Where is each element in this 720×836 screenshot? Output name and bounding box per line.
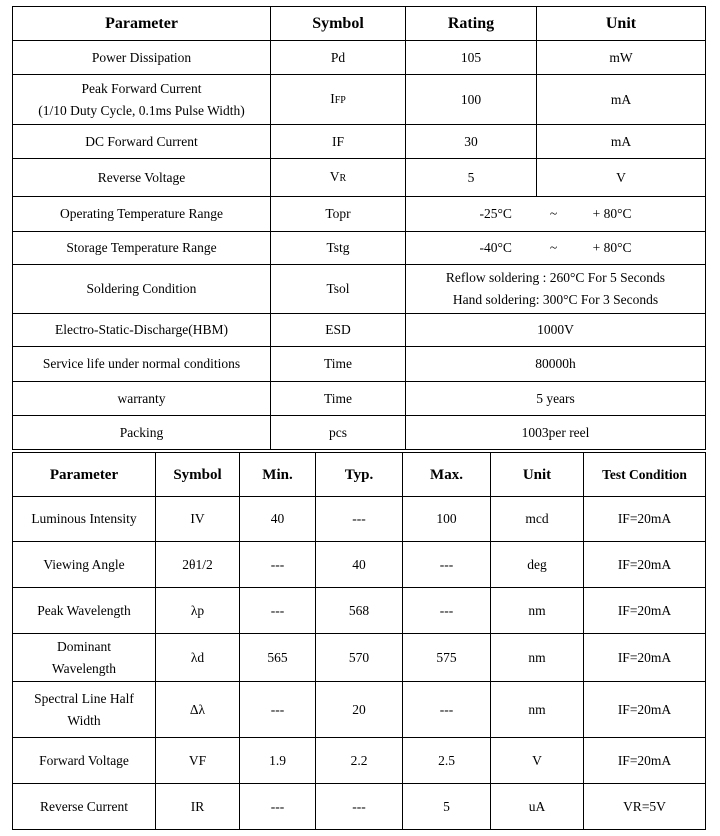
typ-cell: 570 xyxy=(316,634,403,682)
unit-cell: uA xyxy=(491,784,584,830)
symbol-cell: 2θ1/2 xyxy=(156,542,240,588)
rating-cell: 105 xyxy=(406,41,537,75)
unit-cell: mA xyxy=(537,125,706,159)
symbol-cell: λd xyxy=(156,634,240,682)
param-line-2: Wavelength xyxy=(51,660,117,676)
range-separator: ~ xyxy=(549,206,558,221)
condition-cell: IF=20mA xyxy=(584,497,706,542)
symbol-cell: Tsol xyxy=(271,265,406,314)
rating-cell: 5 xyxy=(406,159,537,197)
table-row xyxy=(13,197,706,232)
symbol-cell: Tstg xyxy=(271,232,406,265)
unit-cell: V xyxy=(537,159,706,197)
min-cell: 565 xyxy=(240,634,316,682)
typ-cell: --- xyxy=(316,784,403,830)
condition-cell: IF=20mA xyxy=(584,738,706,784)
param-cell: Packing xyxy=(13,416,271,450)
rating-cell: 30 xyxy=(406,125,537,159)
max-cell: 2.5 xyxy=(403,738,491,784)
symbol-subscript: R xyxy=(339,172,347,184)
condition-cell: VR=5V xyxy=(584,784,706,830)
max-cell: 100 xyxy=(403,497,491,542)
table-row xyxy=(13,738,706,784)
param-cell: Storage Temperature Range xyxy=(13,232,271,265)
symbol-main: I xyxy=(330,90,335,106)
table-header-row xyxy=(13,7,706,41)
typ-cell: 20 xyxy=(316,682,403,738)
symbol-cell: λp xyxy=(156,588,240,634)
value-cell: 5 years xyxy=(406,382,706,416)
condition-cell: IF=20mA xyxy=(584,634,706,682)
typ-cell: --- xyxy=(316,497,403,542)
absolute-max-ratings-table xyxy=(12,6,706,450)
header-test-condition: Test Condition xyxy=(584,453,706,497)
header-typ: Typ. xyxy=(316,453,403,497)
param-cell: warranty xyxy=(13,382,271,416)
table-row xyxy=(13,588,706,634)
param-cell: Operating Temperature Range xyxy=(13,197,271,232)
table-row xyxy=(13,265,706,314)
param-cell: Power Dissipation xyxy=(13,41,271,75)
symbol-cell: IV xyxy=(156,497,240,542)
header-unit: Unit xyxy=(491,453,584,497)
param-line-1: Spectral Line Half xyxy=(34,690,134,706)
table-row xyxy=(13,382,706,416)
range-high: + 80°C xyxy=(592,206,632,221)
min-cell: --- xyxy=(240,542,316,588)
param-line-2: (1/10 Duty Cycle, 0.1ms Pulse Width) xyxy=(38,102,245,118)
range-high: + 80°C xyxy=(592,240,632,255)
param-cell xyxy=(13,634,156,682)
range-cell xyxy=(406,197,706,232)
max-cell: --- xyxy=(403,682,491,738)
header-unit: Unit xyxy=(537,7,706,41)
condition-cell: IF=20mA xyxy=(584,588,706,634)
min-cell: --- xyxy=(240,588,316,634)
symbol-subscript: FP xyxy=(334,94,346,106)
condition-cell: IF=20mA xyxy=(584,542,706,588)
symbol-cell: Topr xyxy=(271,197,406,232)
table-row xyxy=(13,125,706,159)
param-cell: Reverse Voltage xyxy=(13,159,271,197)
condition-cell: IF=20mA xyxy=(584,682,706,738)
table-row xyxy=(13,784,706,830)
typ-cell: 2.2 xyxy=(316,738,403,784)
max-cell: --- xyxy=(403,542,491,588)
table-row xyxy=(13,634,706,682)
table-row xyxy=(13,416,706,450)
symbol-cell xyxy=(271,159,406,197)
symbol-main: V xyxy=(329,168,340,184)
range-low: -25°C xyxy=(479,206,512,221)
table-row xyxy=(13,232,706,265)
typ-cell: 40 xyxy=(316,542,403,588)
range-separator: ~ xyxy=(549,240,558,255)
table-row xyxy=(13,41,706,75)
min-cell: --- xyxy=(240,784,316,830)
param-cell: Service life under normal conditions xyxy=(13,347,271,382)
param-cell: Electro-Static-Discharge(HBM) xyxy=(13,314,271,347)
table-row xyxy=(13,159,706,197)
header-parameter: Parameter xyxy=(13,453,156,497)
param-cell: Forward Voltage xyxy=(13,738,156,784)
param-cell: Reverse Current xyxy=(13,784,156,830)
header-symbol: Symbol xyxy=(156,453,240,497)
header-rating: Rating xyxy=(406,7,537,41)
symbol-cell: Time xyxy=(271,382,406,416)
table-row xyxy=(13,497,706,542)
param-cell: DC Forward Current xyxy=(13,125,271,159)
value-cell: 80000h xyxy=(406,347,706,382)
typ-cell: 568 xyxy=(316,588,403,634)
table-row xyxy=(13,347,706,382)
header-max: Max. xyxy=(403,453,491,497)
unit-cell: nm xyxy=(491,588,584,634)
value-cell: 1000V xyxy=(406,314,706,347)
symbol-cell: VF xyxy=(156,738,240,784)
rating-cell: 100 xyxy=(406,75,537,125)
param-cell: Peak Wavelength xyxy=(13,588,156,634)
unit-cell: nm xyxy=(491,634,584,682)
temperature-range xyxy=(480,203,632,225)
unit-cell: mW xyxy=(537,41,706,75)
unit-cell: V xyxy=(491,738,584,784)
table-row xyxy=(13,75,706,125)
temperature-range xyxy=(480,237,632,259)
symbol-cell: IR xyxy=(156,784,240,830)
param-line-1: Peak Forward Current xyxy=(81,80,202,96)
value-cell: 1003per reel xyxy=(406,416,706,450)
unit-cell: mcd xyxy=(491,497,584,542)
param-line-2: Width xyxy=(67,712,101,728)
range-low: -40°C xyxy=(479,240,512,255)
unit-cell: deg xyxy=(491,542,584,588)
soldering-cell xyxy=(406,265,706,314)
param-line-1: Dominant xyxy=(57,638,111,654)
range-cell xyxy=(406,232,706,265)
soldering-line-1: Reflow soldering : 260°C For 5 Seconds xyxy=(445,270,666,285)
max-cell: 575 xyxy=(403,634,491,682)
max-cell: --- xyxy=(403,588,491,634)
symbol-cell: Δλ xyxy=(156,682,240,738)
min-cell: --- xyxy=(240,682,316,738)
unit-cell: nm xyxy=(491,682,584,738)
symbol-cell xyxy=(271,75,406,125)
table-row xyxy=(13,682,706,738)
table-row xyxy=(13,542,706,588)
param-cell xyxy=(13,75,271,125)
param-cell: Viewing Angle xyxy=(13,542,156,588)
electro-optical-characteristics-table xyxy=(12,452,706,830)
symbol-cell: pcs xyxy=(271,416,406,450)
table-header-row xyxy=(13,453,706,497)
param-cell xyxy=(13,682,156,738)
param-cell: Luminous Intensity xyxy=(13,497,156,542)
symbol-cell: ESD xyxy=(271,314,406,347)
table-row xyxy=(13,314,706,347)
header-parameter: Parameter xyxy=(13,7,271,41)
min-cell: 40 xyxy=(240,497,316,542)
symbol-cell: Time xyxy=(271,347,406,382)
header-min: Min. xyxy=(240,453,316,497)
unit-cell: mA xyxy=(537,75,706,125)
symbol-cell: Pd xyxy=(271,41,406,75)
min-cell: 1.9 xyxy=(240,738,316,784)
header-symbol: Symbol xyxy=(271,7,406,41)
max-cell: 5 xyxy=(403,784,491,830)
soldering-line-2: Hand soldering: 300°C For 3 Seconds xyxy=(452,292,659,307)
symbol-cell: IF xyxy=(271,125,406,159)
param-cell: Soldering Condition xyxy=(13,265,271,314)
